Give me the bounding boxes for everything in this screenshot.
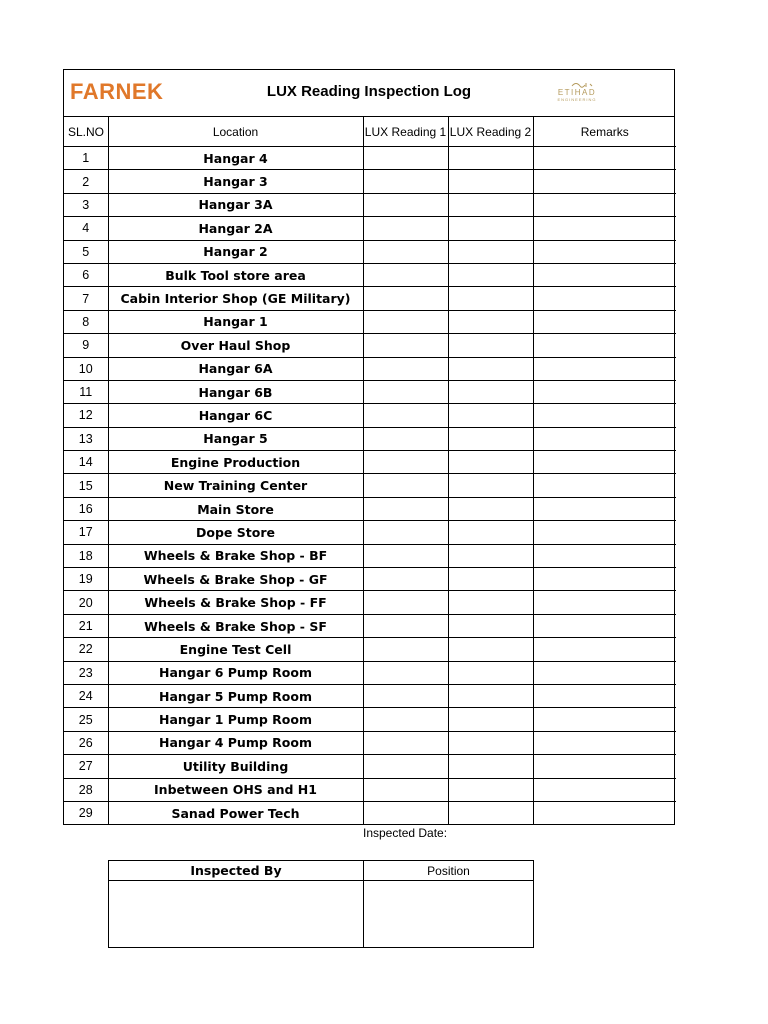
table-row	[64, 193, 676, 216]
table-row	[64, 614, 676, 637]
remarks-cell[interactable]	[533, 380, 676, 403]
lux-reading-1-cell[interactable]	[363, 147, 448, 170]
location-cell: Hangar 5 Pump Room	[108, 684, 363, 707]
sl-no-cell: 2	[64, 170, 108, 193]
lux-reading-2-cell[interactable]	[448, 591, 533, 614]
remarks-cell[interactable]	[533, 193, 676, 216]
table-row	[64, 334, 676, 357]
column-header-sl-no: SL.NO	[64, 117, 108, 147]
remarks-cell[interactable]	[533, 170, 676, 193]
location-cell: Hangar 6B	[108, 380, 363, 403]
location-cell: Hangar 4 Pump Room	[108, 731, 363, 754]
lux-reading-2-cell[interactable]	[448, 708, 533, 731]
sl-no-cell: 7	[64, 287, 108, 310]
sl-no-cell: 26	[64, 731, 108, 754]
location-cell: Hangar 2	[108, 240, 363, 263]
location-cell: Engine Test Cell	[108, 638, 363, 661]
sl-no-cell: 20	[64, 591, 108, 614]
table-row	[64, 521, 676, 544]
sl-no-cell: 25	[64, 708, 108, 731]
location-cell: Hangar 1	[108, 310, 363, 333]
lux-reading-1-cell[interactable]	[363, 193, 448, 216]
lux-reading-2-cell[interactable]	[448, 380, 533, 403]
lux-reading-table	[64, 117, 676, 824]
sl-no-cell: 29	[64, 801, 108, 824]
table-row	[64, 755, 676, 778]
lux-reading-2-cell[interactable]	[448, 170, 533, 193]
log-header	[64, 70, 674, 117]
lux-reading-2-cell[interactable]	[448, 217, 533, 240]
location-cell: New Training Center	[108, 474, 363, 497]
position-field[interactable]	[364, 881, 534, 948]
table-row	[64, 240, 676, 263]
remarks-cell[interactable]	[533, 310, 676, 333]
lux-reading-1-cell[interactable]	[363, 357, 448, 380]
lux-reading-1-cell[interactable]	[363, 591, 448, 614]
lux-reading-1-cell[interactable]	[363, 240, 448, 263]
lux-reading-1-cell[interactable]	[363, 497, 448, 520]
table-row	[64, 544, 676, 567]
table-row	[64, 801, 676, 824]
lux-reading-2-cell[interactable]	[448, 147, 533, 170]
remarks-cell[interactable]	[533, 357, 676, 380]
lux-reading-1-cell[interactable]	[363, 638, 448, 661]
remarks-cell[interactable]	[533, 287, 676, 310]
sl-no-cell: 13	[64, 427, 108, 450]
column-header-remarks: Remarks	[533, 117, 676, 147]
lux-reading-1-cell[interactable]	[363, 263, 448, 286]
table-row	[64, 474, 676, 497]
sl-no-cell: 17	[64, 521, 108, 544]
sl-no-cell: 19	[64, 568, 108, 591]
location-cell: Cabin Interior Shop (GE Military)	[108, 287, 363, 310]
svg-text:ENGINEERING: ENGINEERING	[557, 97, 597, 102]
remarks-cell[interactable]	[533, 778, 676, 801]
table-row	[64, 451, 676, 474]
sl-no-cell: 16	[64, 497, 108, 520]
lux-reading-2-cell[interactable]	[448, 801, 533, 824]
lux-reading-1-cell[interactable]	[363, 334, 448, 357]
location-cell: Wheels & Brake Shop - SF	[108, 614, 363, 637]
table-row	[64, 638, 676, 661]
signature-entry-row	[109, 881, 534, 948]
remarks-cell[interactable]	[533, 427, 676, 450]
remarks-cell[interactable]	[533, 731, 676, 754]
remarks-cell[interactable]	[533, 404, 676, 427]
remarks-cell[interactable]	[533, 661, 676, 684]
location-cell: Bulk Tool store area	[108, 263, 363, 286]
lux-reading-1-cell[interactable]	[363, 217, 448, 240]
remarks-cell[interactable]	[533, 591, 676, 614]
sl-no-cell: 11	[64, 380, 108, 403]
lux-reading-2-cell[interactable]	[448, 731, 533, 754]
sl-no-cell: 9	[64, 334, 108, 357]
column-header-lux-reading-2: LUX Reading 2	[448, 117, 533, 147]
sl-no-cell: 22	[64, 638, 108, 661]
lux-reading-1-cell[interactable]	[363, 731, 448, 754]
lux-reading-2-cell[interactable]	[448, 755, 533, 778]
location-cell: Sanad Power Tech	[108, 801, 363, 824]
location-cell: Wheels & Brake Shop - FF	[108, 591, 363, 614]
remarks-cell[interactable]	[533, 147, 676, 170]
lux-reading-2-cell[interactable]	[448, 638, 533, 661]
table-row	[64, 591, 676, 614]
sl-no-cell: 6	[64, 263, 108, 286]
sl-no-cell: 4	[64, 217, 108, 240]
lux-reading-2-cell[interactable]	[448, 404, 533, 427]
location-cell: Engine Production	[108, 451, 363, 474]
sl-no-cell: 5	[64, 240, 108, 263]
remarks-cell[interactable]	[533, 263, 676, 286]
remarks-cell[interactable]	[533, 521, 676, 544]
table-row	[64, 427, 676, 450]
lux-reading-2-cell[interactable]	[448, 661, 533, 684]
remarks-cell[interactable]	[533, 614, 676, 637]
lux-reading-2-cell[interactable]	[448, 263, 533, 286]
lux-reading-1-cell[interactable]	[363, 521, 448, 544]
table-row	[64, 731, 676, 754]
signature-header-row	[109, 861, 534, 881]
lux-reading-1-cell[interactable]	[363, 801, 448, 824]
table-row	[64, 217, 676, 240]
table-row	[64, 263, 676, 286]
inspected-by-field[interactable]	[109, 881, 364, 948]
table-row	[64, 661, 676, 684]
location-cell: Utility Building	[108, 755, 363, 778]
lux-reading-2-cell[interactable]	[448, 684, 533, 707]
sl-no-cell: 28	[64, 778, 108, 801]
lux-reading-2-cell[interactable]	[448, 451, 533, 474]
remarks-cell[interactable]	[533, 708, 676, 731]
remarks-cell[interactable]	[533, 451, 676, 474]
remarks-cell[interactable]	[533, 217, 676, 240]
table-row	[64, 170, 676, 193]
table-row	[64, 404, 676, 427]
table-row	[64, 497, 676, 520]
etihad-engineering-logo	[542, 80, 612, 102]
lux-reading-2-cell[interactable]	[448, 240, 533, 263]
lux-reading-1-cell[interactable]	[363, 755, 448, 778]
lux-reading-2-cell[interactable]	[448, 778, 533, 801]
lux-reading-1-cell[interactable]	[363, 451, 448, 474]
location-cell: Hangar 1 Pump Room	[108, 708, 363, 731]
lux-reading-2-cell[interactable]	[448, 521, 533, 544]
sl-no-cell: 12	[64, 404, 108, 427]
lux-reading-1-cell[interactable]	[363, 778, 448, 801]
lux-reading-1-cell[interactable]	[363, 684, 448, 707]
sl-no-cell: 8	[64, 310, 108, 333]
inspection-log-sheet	[63, 69, 675, 825]
lux-reading-2-cell[interactable]	[448, 568, 533, 591]
lux-reading-1-cell[interactable]	[363, 404, 448, 427]
sl-no-cell: 10	[64, 357, 108, 380]
table-row	[64, 287, 676, 310]
location-cell: Wheels & Brake Shop - BF	[108, 544, 363, 567]
table-header-row	[64, 117, 676, 147]
table-row	[64, 708, 676, 731]
location-cell: Main Store	[108, 497, 363, 520]
lux-reading-2-cell[interactable]	[448, 287, 533, 310]
table-row	[64, 310, 676, 333]
remarks-cell[interactable]	[533, 240, 676, 263]
location-cell: Hangar 3	[108, 170, 363, 193]
location-cell: Hangar 2A	[108, 217, 363, 240]
inspected-date-label: Inspected Date:	[363, 826, 448, 840]
position-header: Position	[364, 861, 534, 881]
location-cell: Over Haul Shop	[108, 334, 363, 357]
lux-reading-1-cell[interactable]	[363, 170, 448, 193]
remarks-cell[interactable]	[533, 801, 676, 824]
inspected-by-header: Inspected By	[109, 861, 364, 881]
column-header-location: Location	[108, 117, 363, 147]
lux-reading-1-cell[interactable]	[363, 614, 448, 637]
lux-reading-1-cell[interactable]	[363, 380, 448, 403]
table-row	[64, 778, 676, 801]
sl-no-cell: 3	[64, 193, 108, 216]
lux-reading-2-cell[interactable]	[448, 357, 533, 380]
location-cell: Dope Store	[108, 521, 363, 544]
lux-reading-1-cell[interactable]	[363, 661, 448, 684]
table-row	[64, 147, 676, 170]
remarks-cell[interactable]	[533, 684, 676, 707]
lux-reading-2-cell[interactable]	[448, 474, 533, 497]
signature-table	[108, 860, 534, 948]
location-cell: Hangar 6C	[108, 404, 363, 427]
lux-reading-1-cell[interactable]	[363, 310, 448, 333]
lux-reading-2-cell[interactable]	[448, 614, 533, 637]
location-cell: Hangar 3A	[108, 193, 363, 216]
location-cell: Hangar 4	[108, 147, 363, 170]
table-row	[64, 357, 676, 380]
lux-reading-2-cell[interactable]	[448, 193, 533, 216]
document-title: LUX Reading Inspection Log	[266, 83, 472, 100]
lux-reading-2-cell[interactable]	[448, 427, 533, 450]
lux-reading-1-cell[interactable]	[363, 427, 448, 450]
remarks-cell[interactable]	[533, 474, 676, 497]
location-cell: Hangar 6A	[108, 357, 363, 380]
sl-no-cell: 24	[64, 684, 108, 707]
lux-reading-1-cell[interactable]	[363, 544, 448, 567]
sl-no-cell: 18	[64, 544, 108, 567]
lux-reading-2-cell[interactable]	[448, 334, 533, 357]
remarks-cell[interactable]	[533, 544, 676, 567]
remarks-cell[interactable]	[533, 568, 676, 591]
sl-no-cell: 15	[64, 474, 108, 497]
remarks-cell[interactable]	[533, 755, 676, 778]
location-cell: Hangar 6 Pump Room	[108, 661, 363, 684]
sl-no-cell: 21	[64, 614, 108, 637]
location-cell: Inbetween OHS and H1	[108, 778, 363, 801]
lux-reading-1-cell[interactable]	[363, 474, 448, 497]
remarks-cell[interactable]	[533, 334, 676, 357]
column-header-lux-reading-1: LUX Reading 1	[363, 117, 448, 147]
location-cell: Wheels & Brake Shop - GF	[108, 568, 363, 591]
lux-reading-2-cell[interactable]	[448, 544, 533, 567]
sl-no-cell: 27	[64, 755, 108, 778]
lux-reading-1-cell[interactable]	[363, 708, 448, 731]
lux-reading-2-cell[interactable]	[448, 497, 533, 520]
remarks-cell[interactable]	[533, 638, 676, 661]
farnek-logo: FARNEK	[70, 79, 164, 104]
table-row	[64, 684, 676, 707]
lux-reading-1-cell[interactable]	[363, 568, 448, 591]
sl-no-cell: 14	[64, 451, 108, 474]
table-body	[64, 147, 676, 825]
table-row	[64, 380, 676, 403]
sl-no-cell: 23	[64, 661, 108, 684]
svg-text:ETIHAD: ETIHAD	[557, 88, 597, 97]
sl-no-cell: 1	[64, 147, 108, 170]
location-cell: Hangar 5	[108, 427, 363, 450]
lux-reading-1-cell[interactable]	[363, 287, 448, 310]
lux-reading-2-cell[interactable]	[448, 310, 533, 333]
remarks-cell[interactable]	[533, 497, 676, 520]
table-row	[64, 568, 676, 591]
